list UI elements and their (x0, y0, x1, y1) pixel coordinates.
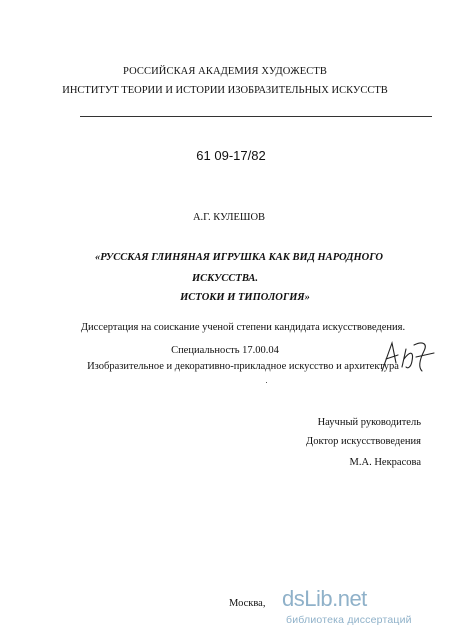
watermark-subtitle: библиотека диссертаций (286, 614, 412, 626)
library-code: 61 09-17/82 (196, 148, 266, 163)
institute-name: ИНСТИТУТ ТЕОРИИ И ИСТОРИИ ИЗОБРАЗИТЕЛЬНЫХ ИСКУССТВ (62, 85, 388, 96)
supervisor-role: Научный руководитель (317, 417, 421, 428)
supervisor-name: М.А. Некрасова (349, 457, 421, 468)
title-line-3: ИСТОКИ И ТИПОЛОГИЯ» (180, 292, 310, 303)
watermark-logo: dsLib.net (282, 586, 367, 611)
dissertation-purpose: Диссертация на соискание ученой степени кандидата искусствоведения. (80, 322, 406, 333)
city: Москва, (229, 598, 266, 609)
scan-speck (266, 382, 267, 383)
author-name: А.Г. КУЛЕШОВ (192, 212, 266, 223)
specialty-field: Изобразительное и декоративно-прикладное искусство и архитектура (87, 361, 399, 372)
header-divider (80, 116, 432, 117)
title-line-2: ИСКУССТВА. (191, 273, 259, 284)
handwritten-signature (378, 337, 438, 377)
academy-name: РОССИЙСКАЯ АКАДЕМИЯ ХУДОЖЕСТВ (123, 66, 327, 77)
specialty-code: Специальность 17.00.04 (171, 345, 279, 356)
supervisor-degree: Доктор искусствоведения (306, 436, 421, 447)
watermark (272, 586, 448, 632)
title-line-1: «РУССКАЯ ГЛИНЯНАЯ ИГРУШКА КАК ВИД НАРОДНОГО (94, 252, 383, 263)
